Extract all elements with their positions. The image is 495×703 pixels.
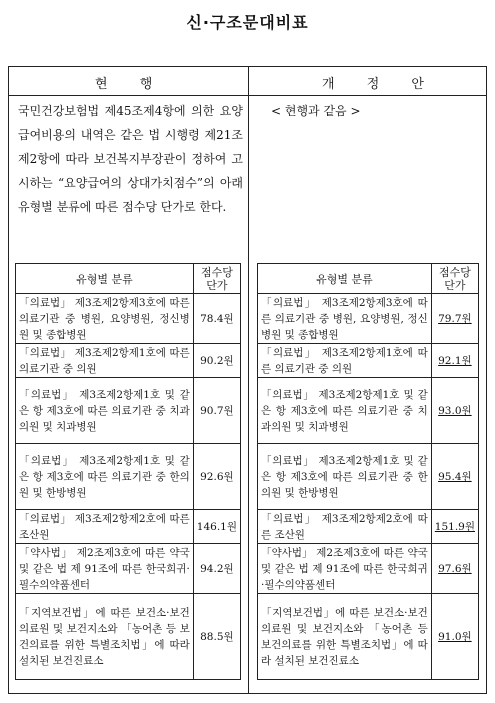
category-cell: 「의료법」 제3조제2항제3호에 따른 의료기관 중 병원, 요양병원, 정신병원 및 종합병원	[258, 294, 432, 344]
price-cell: 90.7원	[193, 378, 240, 444]
category-cell: 「의료법」 제3조제2항제3호에 따른 의료기관 중 병원, 요양병원, 정신병원 및 종합병원	[16, 294, 194, 344]
price-cell: 95.4원	[431, 444, 478, 510]
category-header: 유형별 분류	[258, 264, 432, 294]
header-current: 현 행	[95, 77, 167, 92]
category-cell: 「의료법」 제3조제2항제2호에 따른 조산원	[258, 510, 432, 544]
price-cell: 91.0원	[431, 594, 478, 680]
category-cell: 「의료법」 제3조제2항제2호에 따른 조산원	[16, 510, 194, 544]
price-cell: 79.7원	[431, 294, 478, 344]
column-divider	[248, 67, 249, 693]
price-cell: 92.1원	[431, 344, 478, 378]
intro-text: 국민건강보험법 제45조제4항에 의한 요양급여비용의 내역은 같은 법 시행령 제21조제2항에 따라 보건복지부장관이 정하여 고시하는 “요양급여의 상대가치점수”의 아래 유형별 분류에 따른 점수당 단가로 한다.	[18, 104, 243, 214]
category-cell: 「지역보건법」에 따른 보건소·보건의료원 및 보건지소와 「농어촌 등 보건의료를 위한 특별조치법」에 따라 설치된 보건진료소	[258, 594, 432, 680]
price-cell: 94.2원	[193, 544, 240, 594]
category-cell: 「의료법」 제3조제2항제1호에 따른 의료기관 중 의원	[258, 344, 432, 378]
category-cell: 「지역보건법」에 따른 보건소·보건의료원 및 보건지소와 「농어촌 등 보건의료를 위한 특별조치법」에 따라 설치된 보건진료소	[16, 594, 194, 680]
category-cell: 「의료법」 제3조제2항제1호 및 같은 항 제3호에 따른 의료기관 중 치과의원 및 치과병원	[258, 378, 432, 444]
price-cell: 92.6원	[193, 444, 240, 510]
category-cell: 「의료법」 제3조제2항제1호 및 같은 항 제3호에 따른 의료기관 중 한의원 및 한방병원	[16, 444, 194, 510]
header-revised: 개 정 안	[322, 77, 438, 92]
page-title: 신·구조문대비표	[186, 13, 309, 32]
current-rate-table	[15, 263, 241, 680]
price-cell: 78.4원	[193, 294, 240, 344]
price-cell: 90.2원	[193, 344, 240, 378]
price-header: 점수당 단가	[193, 264, 240, 294]
price-cell: 146.1원	[193, 510, 240, 544]
comparison-table	[8, 66, 487, 694]
same-as-current-note: < 현행과 같음 >	[271, 104, 361, 118]
price-cell: 151.9원	[431, 510, 478, 544]
price-cell: 93.0원	[431, 378, 478, 444]
category-cell: 「의료법」 제3조제2항제1호 및 같은 항 제3호에 따른 의료기관 중 한의원 및 한방병원	[258, 444, 432, 510]
price-cell: 97.6원	[431, 544, 478, 594]
category-cell: 「의료법」 제3조제2항제1호에 따른 의료기관 중 의원	[16, 344, 194, 378]
category-cell: 「의료법」 제3조제2항제1호 및 같은 항 제3호에 따른 의료기관 중 치과의원 및 치과병원	[16, 378, 194, 444]
price-header: 점수당 단가	[431, 264, 478, 294]
category-cell: 「약사법」 제2조제3호에 따른 약국 및 같은 법 제 91조에 따른 한국희귀·필수의약품센터	[16, 544, 194, 594]
revised-rate-table	[257, 263, 479, 680]
category-cell: 「약사법」 제2조제3호에 따른 약국 및 같은 법 제 91조에 따른 한국희귀·필수의약품센터	[258, 544, 432, 594]
category-header: 유형별 분류	[16, 264, 194, 294]
price-cell: 88.5원	[193, 594, 240, 680]
